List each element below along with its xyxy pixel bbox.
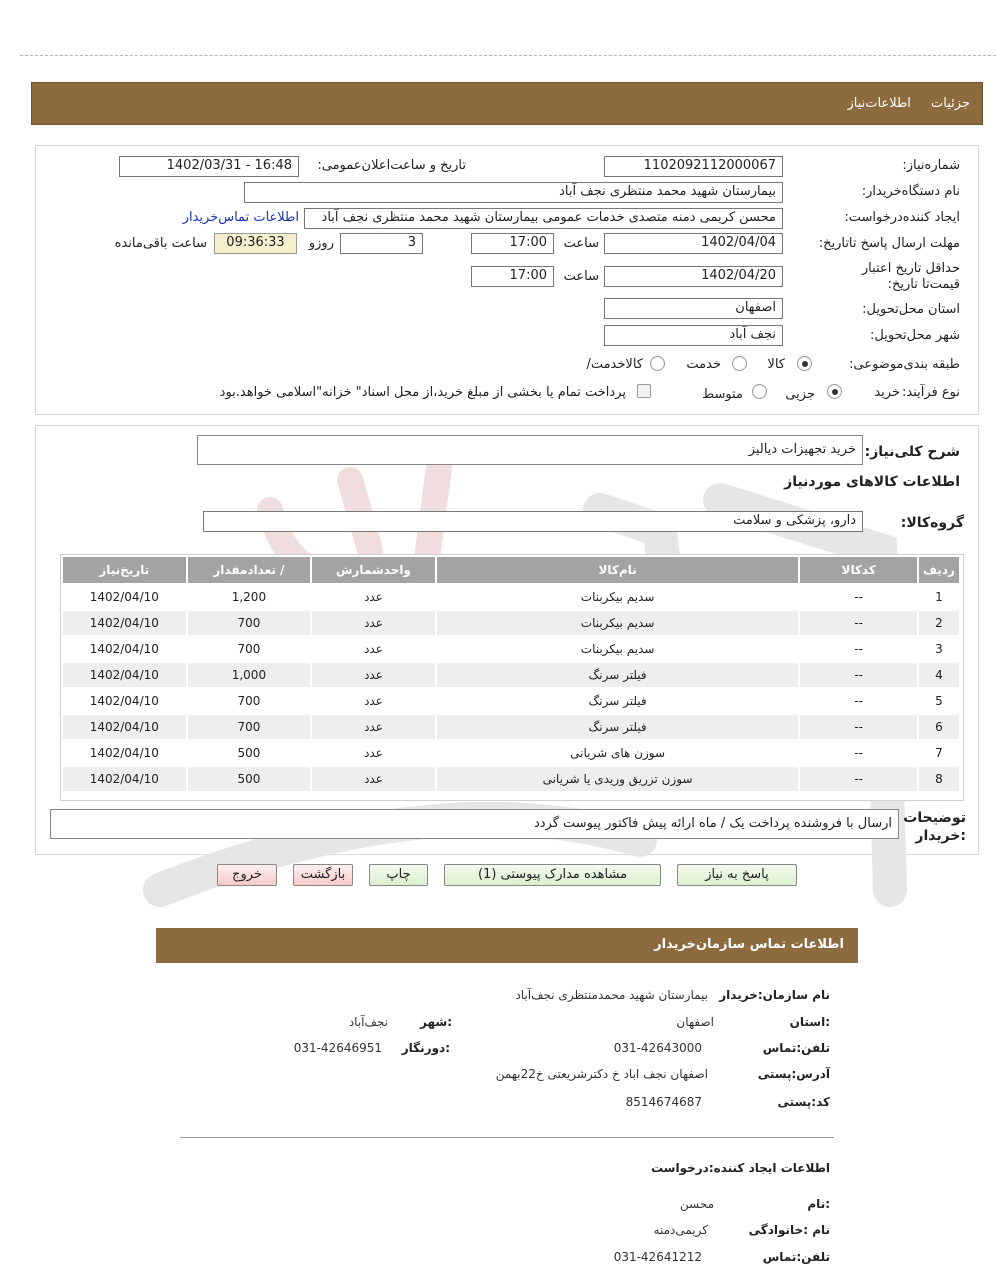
item-code: -- [800, 741, 917, 765]
table-row[interactable] [63, 611, 959, 635]
item-quantity: 1,200 [188, 585, 311, 609]
items-table-header [63, 557, 959, 583]
process-buy-label: خرید [874, 385, 900, 400]
item-code: -- [800, 663, 917, 687]
contact-postal-value: 8514674687 [625, 1095, 702, 1109]
row-number: 6 [919, 715, 959, 739]
item-date: 1402/04/10 [63, 767, 186, 791]
view-documents-button[interactable]: مشاهده مدارک پیوستی (1) [444, 864, 661, 886]
item-name: سدیم بیکربنات [437, 585, 799, 609]
col-name: نام‌کالا [437, 557, 799, 583]
buyer-notes-field[interactable]: ارسال با فروشنده پرداخت یک / ماه ارائه پیش فاکتور پیوست گردد [50, 809, 899, 839]
process-minor-label: جزیی [785, 387, 815, 402]
buyer-org-label: نام دستگاه‌خریدار: [861, 184, 960, 199]
validity-date-field[interactable]: 1402/04/20 [604, 266, 783, 287]
item-code: -- [800, 715, 917, 739]
creator-phone-label: تلفن:تماس [762, 1250, 830, 1264]
row-number: 2 [919, 611, 959, 635]
reply-button[interactable]: پاسخ به نیاز [677, 864, 797, 886]
item-date: 1402/04/10 [63, 689, 186, 713]
buyer-contact-link[interactable]: اطلاعات تماس‌خریدار [182, 210, 299, 225]
item-unit: عدد [312, 663, 435, 687]
row-number: 3 [919, 637, 959, 661]
item-unit: عدد [312, 715, 435, 739]
deadline-label: مهلت ارسال پاسخ تا‌تاریخ: [818, 236, 960, 251]
treasury-payment-label: پرداخت تمام یا بخشی از مبلغ خرید،از محل اسناد" خزانه"اسلامی خواهد.بود [219, 385, 626, 400]
contact-phone-value: 031-42643000 [613, 1041, 702, 1055]
treasury-payment-checkbox[interactable] [637, 384, 651, 398]
item-unit: عدد [312, 689, 435, 713]
item-quantity: 500 [188, 767, 311, 791]
items-table [61, 555, 961, 793]
col-quantity: / تعدادمقدار [188, 557, 311, 583]
category-service-label: خدمت [686, 357, 721, 372]
item-code: -- [800, 637, 917, 661]
contact-address-label: آدرس:پستی [757, 1067, 830, 1081]
process-label: نوع فرآیند: [902, 385, 960, 400]
days-label: روزو [308, 236, 334, 251]
city-field[interactable]: نجف آباد [604, 325, 783, 346]
city-label: شهر محل‌تحویل: [870, 328, 960, 343]
tab-need-info[interactable]: اطلاعات‌نیاز [847, 96, 911, 111]
col-unit: واحدشمارش [312, 557, 435, 583]
item-unit: عدد [312, 585, 435, 609]
item-name: فیلتر سرنگ [437, 663, 799, 687]
category-label: طبقه بندی‌موضوعی: [849, 357, 960, 372]
validity-time-field[interactable]: 17:00 [471, 266, 554, 287]
item-date: 1402/04/10 [63, 637, 186, 661]
buyer-contact-header: اطلاعات تماس سازمان‌خریدار [156, 928, 858, 963]
item-quantity: 700 [188, 611, 311, 635]
contact-divider [180, 1137, 834, 1138]
tab-details[interactable]: جزئیات [931, 96, 970, 111]
item-unit: عدد [312, 741, 435, 765]
contact-org-label: نام سازمان:خریدار [719, 988, 830, 1002]
item-name: فیلتر سرنگ [437, 689, 799, 713]
category-goods-label: کالا [767, 357, 785, 372]
table-row[interactable] [63, 637, 959, 661]
table-row[interactable] [63, 663, 959, 687]
item-quantity: 1,000 [188, 663, 311, 687]
category-goods-service-radio[interactable] [650, 356, 665, 371]
row-number: 8 [919, 767, 959, 791]
buyer-notes-label-line2: :خریدار [915, 828, 966, 844]
page-header [31, 82, 983, 125]
item-code: -- [800, 611, 917, 635]
requester-field[interactable]: محسن کریمی دمنه متصدی خدمات عمومی بیمارستان شهید محمد منتظری نجف آباد [304, 208, 783, 229]
item-code: -- [800, 585, 917, 609]
item-date: 1402/04/10 [63, 715, 186, 739]
province-field[interactable]: اصفهان [604, 298, 783, 319]
item-date: 1402/04/10 [63, 585, 186, 609]
buyer-notes-label [903, 809, 966, 845]
buyer-notes-label-line1: توضیحات [903, 810, 966, 826]
deadline-date-field[interactable]: 1402/04/04 [604, 233, 783, 254]
row-number: 5 [919, 689, 959, 713]
item-date: 1402/04/10 [63, 611, 186, 635]
contact-org-value: بیمارستان شهید محمدمنتظری نجف‌آباد [515, 988, 708, 1002]
deadline-time-field[interactable]: 17:00 [471, 233, 554, 254]
item-code: -- [800, 767, 917, 791]
exit-button[interactable]: خروج [217, 864, 277, 886]
table-row[interactable] [63, 715, 959, 739]
item-quantity: 700 [188, 637, 311, 661]
days-field[interactable]: 3 [340, 233, 423, 254]
contact-fax-label: :دورنگار [401, 1041, 450, 1055]
item-date: 1402/04/10 [63, 741, 186, 765]
item-name: سدیم بیکربنات [437, 637, 799, 661]
announce-label: تاریخ و ساعت‌اعلان‌عمومی: [317, 158, 466, 173]
deadline-time-label: ساعت [563, 236, 599, 251]
creator-info-title: اطلاعات ایجاد کننده:درخواست [650, 1161, 830, 1175]
contact-city-value: نجف‌آباد [348, 1015, 388, 1029]
contact-postal-label: کد:پستی [777, 1095, 830, 1109]
province-label: استان محل‌تحویل: [862, 302, 960, 317]
contact-province-label: :استان [789, 1015, 830, 1029]
item-unit: عدد [312, 637, 435, 661]
need-number-field[interactable]: 1102092112000067 [604, 156, 783, 177]
item-unit: عدد [312, 611, 435, 635]
validity-label: حداقل تاریخ اعتبار قیمت‌تا تاریخ: [861, 261, 960, 292]
table-row[interactable] [63, 585, 959, 609]
process-medium-radio[interactable] [752, 384, 767, 399]
col-date: تاریخ‌نیاز [63, 557, 186, 583]
item-name: سوزن های شریانی [437, 741, 799, 765]
contact-phone-label: تلفن:تماس [762, 1041, 830, 1055]
row-number: 4 [919, 663, 959, 687]
col-code: کدکالا [800, 557, 917, 583]
category-goods-radio[interactable] [797, 356, 812, 371]
print-button[interactable]: چاپ [369, 864, 428, 886]
group-label: گروه‌کالا: [900, 515, 964, 531]
contact-province-value: اصفهان [676, 1015, 714, 1029]
item-name: سوزن تزریق وریدی یا شریانی [437, 767, 799, 791]
requester-label: ایجاد کننده‌درخواست: [844, 210, 960, 225]
category-goods-service-label: کالا‌خدمت/ [586, 357, 643, 372]
table-row[interactable] [63, 741, 959, 765]
creator-family-value: کریمی‌دمنه [653, 1223, 708, 1237]
item-code: -- [800, 689, 917, 713]
table-row[interactable] [63, 689, 959, 713]
validity-time-label: ساعت [563, 269, 599, 284]
buyer-org-field[interactable]: بیمارستان شهید محمد منتظری نجف آباد [244, 182, 783, 203]
item-name: سدیم بیکربنات [437, 611, 799, 635]
item-unit: عدد [312, 767, 435, 791]
creator-name-value: محسن [679, 1197, 714, 1211]
category-service-radio[interactable] [732, 356, 747, 371]
group-field[interactable]: دارو، پزشکی و سلامت [203, 511, 863, 532]
need-number-label: شماره‌نیاز: [902, 158, 960, 173]
row-number: 7 [919, 741, 959, 765]
summary-label: شرح کلی‌نیاز: [864, 444, 960, 460]
summary-field[interactable]: خرید تجهیزات دیالیز [197, 435, 863, 465]
item-name: فیلتر سرنگ [437, 715, 799, 739]
process-medium-label: متوسط [702, 387, 743, 402]
item-date: 1402/04/10 [63, 663, 186, 687]
item-quantity: 700 [188, 689, 311, 713]
item-quantity: 500 [188, 741, 311, 765]
contact-fax-value: 031-42646951 [293, 1041, 382, 1055]
item-quantity: 700 [188, 715, 311, 739]
back-button[interactable]: بازگشت [293, 864, 353, 886]
table-row[interactable] [63, 767, 959, 791]
creator-family-label: نام :خانوادگی [748, 1223, 830, 1237]
remaining-time-label: ساعت باقی‌مانده [114, 236, 207, 251]
goods-info-title: اطلاعات کالاهای موردنیاز [784, 474, 960, 490]
contact-city-label: :شهر [420, 1015, 452, 1029]
items-table-frame [60, 554, 964, 801]
creator-phone-value: 031-42641212 [613, 1250, 702, 1264]
col-row: ردیف [919, 557, 959, 583]
remaining-time-field: 09:36:33 [214, 233, 297, 254]
top-divider [20, 0, 996, 56]
announce-field[interactable]: 1402/03/31 - 16:48 [119, 156, 299, 177]
creator-name-label: :نام [807, 1197, 830, 1211]
row-number: 1 [919, 585, 959, 609]
process-minor-radio[interactable] [827, 384, 842, 399]
contact-address-value: اصفهان نجف اباد خ دکترشریعتی خ22بهمن [495, 1067, 708, 1081]
